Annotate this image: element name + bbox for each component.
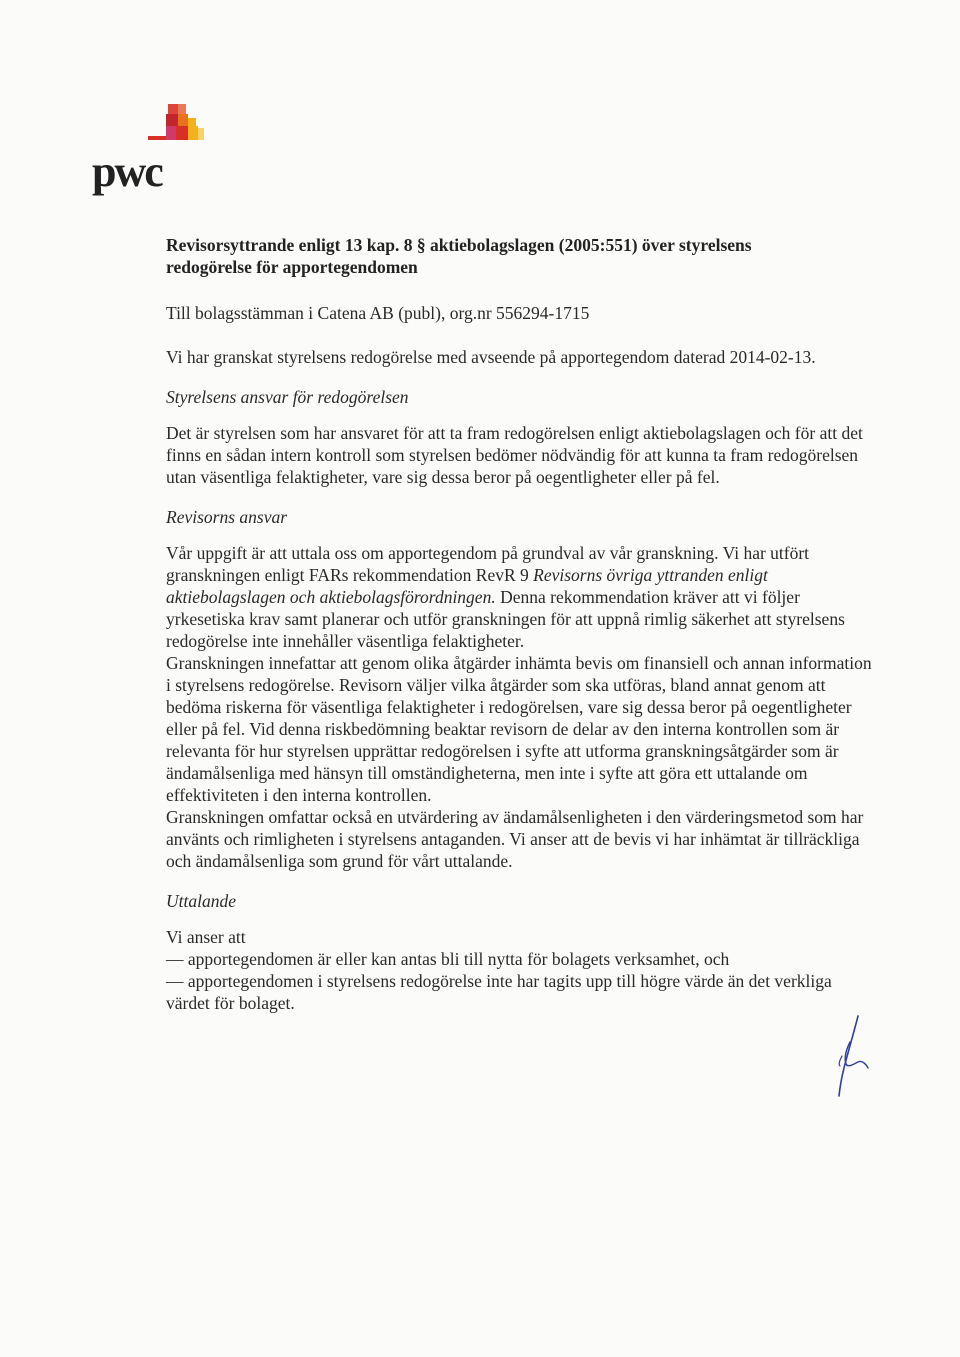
document-body [166, 234, 878, 1014]
section-heading-board-responsibility: Styrelsens ansvar för redogörelsen [166, 387, 409, 407]
pwc-logo [92, 100, 222, 195]
opinion-intro: Vi anser att [166, 927, 246, 947]
revr9-reference: Revisorns övriga yttranden enligt aktiebolagslagen och aktiebolagsförordningen. [166, 565, 768, 607]
pwc-wordmark: pwc [92, 147, 162, 196]
auditor-responsibility-paragraph-3: Granskningen omfattar också en utvärdering av ändamålsenligheten i den värderingsmetod som har använts och rimligheten i styrelsens antaganden. Vi anser att de bevis vi har inhämtat är tillräckliga och ändamålsenliga som grund för vårt uttalande. [166, 807, 864, 871]
section-heading-auditor-responsibility: Revisorns ansvar [166, 507, 288, 527]
auditor-responsibility-paragraph-2: Granskningen innefattar att genom olika åtgärder inhämta bevis om finansiell och annan information i styrelsens redogörelse. Revisorn väljer vilka åtgärder som ska utföras, bland annat genom att bedöma riskerna för väsentliga felaktigheter i redogörelsen, vare sig dessa beror på oegentligheter eller på fel. Vid denna riskbedömning beaktar revisorn de delar av den interna kontrollen som är relevanta för hur styrelsen upprättar redogörelsen i syfte att utforma granskningsåtgärder som är ändamålsenliga med hänsyn till omständigheterna, men inte i syfte att göra ett uttalande om effektiviteten i den interna kontrollen. [166, 653, 872, 805]
board-responsibility-paragraph: Det är styrelsen som har ansvaret för att ta fram redogörelsen enligt aktiebolagslagen och för att det finns en sådan intern kontroll som styrelsen bedömer nödvändig för att kunna ta fram redogörelsen utan väsentliga felaktigheter, vare sig dessa beror på oegentligheter eller på fel. [166, 423, 863, 487]
opinion-item: — apportegendomen är eller kan antas bli till nytta för bolagets verksamhet, och [166, 949, 730, 969]
auditor-p1-end: Denna rekommendation kräver att vi följer yrkesetiska krav samt planerar och utför granskningen för att uppnå rimlig säkerhet att styrelsens redogörelse inte innehåller väsentliga felaktigheter. [166, 587, 845, 651]
opinion-item: — apportegendomen i styrelsens redogörelse inte har tagits upp till högre värde än det verkliga värdet för bolaget. [166, 971, 832, 1013]
initials-signature [828, 1012, 872, 1100]
auditor-p1-start: Vår uppgift är att uttala oss om apportegendom på grundval av vår granskning. Vi har utfört granskningen enligt FARs rekommendation RevR 9 [166, 543, 810, 585]
scope-paragraph: Vi har granskat styrelsens redogörelse med avseende på apportegendom daterad 2014-02-13. [166, 347, 816, 367]
document-title: Revisorsyttrande enligt 13 kap. 8 § aktiebolagslagen (2005:551) över styrelsens redogörelse för apportegendomen [166, 235, 752, 277]
auditor-responsibility-paragraph-1 [166, 542, 878, 652]
section-heading-opinion: Uttalande [166, 891, 236, 911]
addressee-line: Till bolagsstämman i Catena AB (publ), org.nr 556294-1715 [166, 303, 590, 323]
